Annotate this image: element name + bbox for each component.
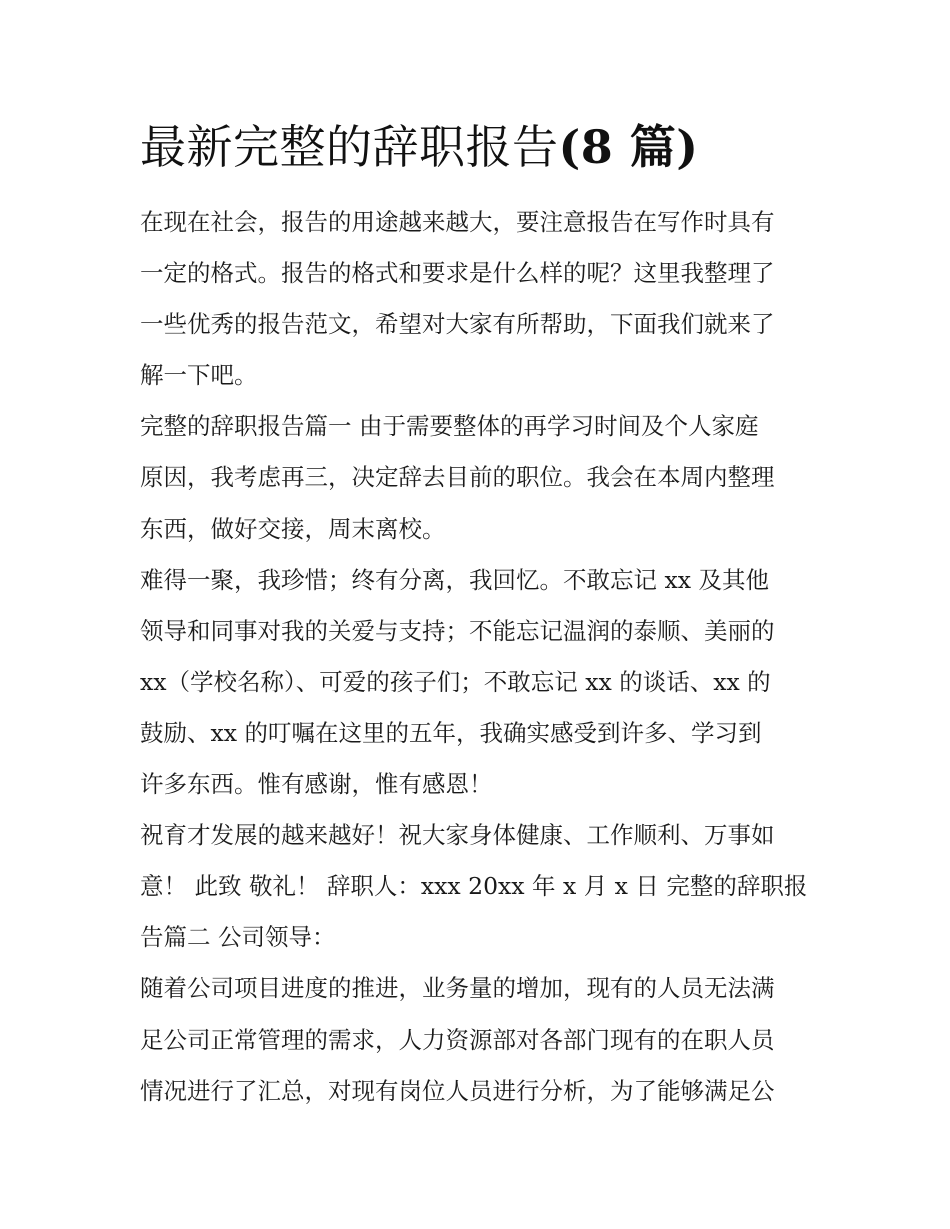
body-line: 告篇二 公司领导：	[140, 923, 336, 952]
body-line: 原因，我考虑再三，决定辞去目前的职位。我会在本周内整理	[140, 463, 775, 492]
document-title-main: 最新完整的辞职报告	[140, 120, 559, 174]
body-line: 鼓励、xx 的叮嘱在这里的五年，我确实感受到许多、学习到	[140, 718, 762, 747]
document-title-suffix: (8 篇)	[558, 120, 699, 174]
body-line: 情况进行了汇总，对现有岗位人员进行分析，为了能够满足公	[140, 1076, 775, 1105]
document-body	[140, 197, 820, 1117]
body-line: 足公司正常管理的需求，人力资源部对各部门现有的在职人员	[140, 1025, 775, 1054]
document-title	[140, 116, 840, 178]
body-line: 完整的辞职报告篇一 由于需要整体的再学习时间及个人家庭	[140, 412, 759, 441]
body-line: 在现在社会，报告的用途越来越大，要注意报告在写作时具有	[140, 208, 775, 236]
body-line: 一定的格式。报告的格式和要求是什么样的呢？这里我整理了	[140, 259, 775, 288]
body-line: 许多东西。惟有感谢，惟有感恩！	[140, 770, 493, 799]
body-line: 一些优秀的报告范文，希望对大家有所帮助，下面我们就来了	[140, 310, 775, 339]
body-line: 意！ 此致 敬礼！ 辞职人：xxx 20xx 年 x 月 x 日 完整的辞职报	[140, 872, 808, 901]
body-line: 东西，做好交接，周末离校。	[140, 514, 446, 543]
body-line: 解一下吧。	[140, 361, 258, 390]
body-line: 随着公司项目进度的推进，业务量的增加，现有的人员无法满	[140, 974, 775, 1003]
body-line: 领导和同事对我的关爱与支持；不能忘记温润的泰顺、美丽的	[140, 616, 775, 645]
body-line: 祝育才发展的越来越好！祝大家身体健康、工作顺利、万事如	[140, 821, 775, 850]
body-line: 难得一聚，我珍惜；终有分离，我回忆。不敢忘记 xx 及其他	[140, 565, 769, 594]
body-line: xx（学校名称）、可爱的孩子们；不敢忘记 xx 的谈话、xx 的	[140, 667, 771, 696]
